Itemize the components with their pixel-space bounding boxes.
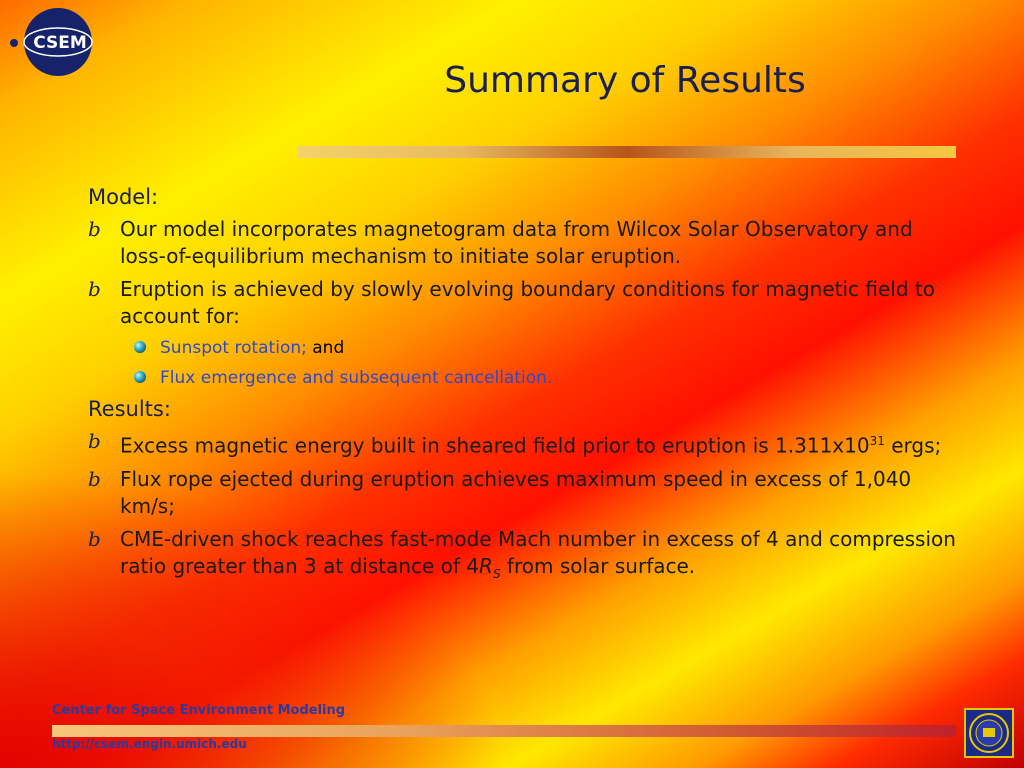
bullet-item <box>88 526 958 588</box>
logo-text: CSEM <box>33 33 87 53</box>
sub-bullet-suffix: and <box>306 338 345 358</box>
title-underline <box>298 146 956 158</box>
footer-url-link[interactable]: http://csem.engin.umich.edu <box>52 737 247 751</box>
university-seal-icon <box>964 708 1014 758</box>
results-label: Results: <box>88 397 171 421</box>
sub-bullet-text: Flux emergence and subsequent cancellation. <box>160 368 553 388</box>
bullet-glyph: b <box>88 217 101 241</box>
sphere-bullet-icon <box>134 341 146 353</box>
exponent: 31 <box>869 434 885 448</box>
sub-bullet-item <box>88 366 958 390</box>
bullet-item <box>88 428 958 460</box>
bullet-text-end: ergs; <box>884 433 942 458</box>
bullet-text: CME-driven shock reaches fast-mode Mach number in excess of 4 and compression ratio greater than 3 at distance of 4 <box>120 526 956 578</box>
model-label: Model: <box>88 185 159 209</box>
bullet-glyph: b <box>88 526 101 551</box>
csem-logo <box>6 6 98 78</box>
bullet-text: Our model incorporates magnetogram data from Wilcox Solar Observatory and loss-of-equilibrium mechanism to initiate solar eruption. <box>120 217 913 268</box>
bullet-item <box>88 216 958 270</box>
sub-bullet-item <box>88 336 958 360</box>
slide-content <box>88 184 958 594</box>
radius-symbol: R <box>479 553 493 578</box>
footer-bar <box>52 725 956 737</box>
sphere-bullet-icon <box>134 371 146 383</box>
footer-organization: Center for Space Environment Modeling <box>52 703 346 718</box>
bullet-text: Excess magnetic energy built in sheared field prior to eruption is 1.311x10 <box>120 433 870 458</box>
bullet-glyph: b <box>88 466 101 491</box>
sub-bullet-text: Sunspot rotation; <box>160 338 307 358</box>
bullet-item <box>88 276 958 330</box>
slide-title: Summary of Results <box>444 60 806 101</box>
bullet-text: Eruption is achieved by slowly evolving boundary conditions for magnetic field to account for: <box>120 277 935 328</box>
bullet-glyph: b <box>88 277 101 301</box>
bullet-text: Flux rope ejected during eruption achieves maximum speed in excess of 1,040 km/s; <box>120 466 912 518</box>
bullet-glyph: b <box>88 429 101 453</box>
radius-subscript: S <box>492 566 501 581</box>
bullet-text-end: from solar surface. <box>500 553 696 578</box>
bullet-item <box>88 466 958 520</box>
